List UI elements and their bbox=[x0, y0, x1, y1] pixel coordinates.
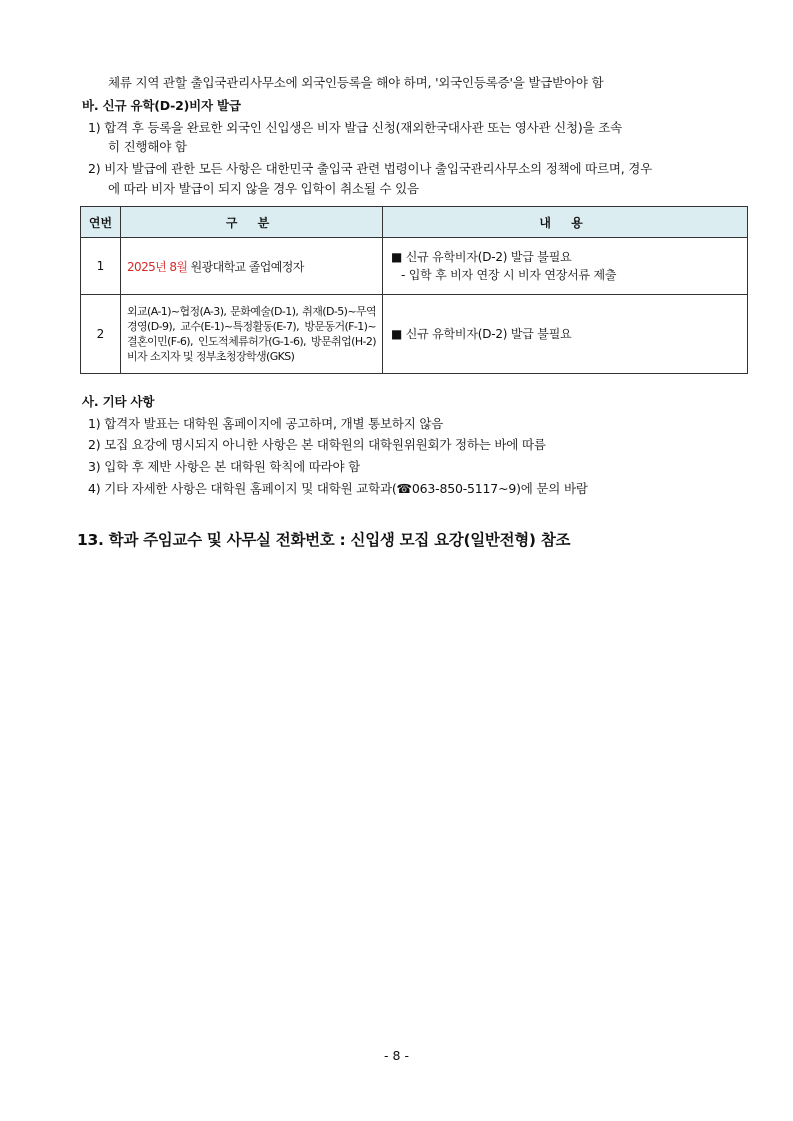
section-ba-item2-line1: 2) 비자 발급에 관한 모든 사항은 대한민국 출입국 관련 법령이나 출입국관리사무소의 정책에 따르며, 경우 bbox=[88, 161, 653, 176]
row1-content bbox=[383, 238, 748, 295]
section-ba-item1-line1: 1) 합격 후 등록을 완료한 외국인 신입생은 비자 발급 신청(재외한국대사관 또는 영사관 신청)을 조속 bbox=[88, 120, 622, 135]
row2-content: ■ 신규 유학비자(D-2) 발급 불필요 bbox=[383, 295, 748, 374]
table-row bbox=[81, 238, 748, 295]
row1-content-line2: - 입학 후 비자 연장 시 비자 연장서류 제출 bbox=[401, 268, 617, 282]
table-header-row bbox=[81, 207, 748, 238]
section-sa-item-2: 2) 모집 요강에 명시되지 아니한 사항은 본 대학원의 대학원위원회가 정하는 바에 따름 bbox=[88, 437, 546, 452]
section-ba-item2-line2: 에 따라 비자 발급이 되지 않을 경우 입학이 취소될 수 있음 bbox=[108, 181, 419, 196]
header-content: 내 용 bbox=[383, 207, 748, 238]
row1-category-rest: 원광대학교 졸업예정자 bbox=[187, 259, 304, 274]
header-no: 연번 bbox=[81, 207, 121, 238]
row2-no: 2 bbox=[81, 295, 121, 374]
intro-line: 체류 지역 관할 출입국관리사무소에 외국인등록을 해야 하며, '외국인등록증'을 발급받아야 함 bbox=[108, 75, 604, 90]
section-sa-item-3: 3) 입학 후 제반 사항은 본 대학원 학칙에 따라야 함 bbox=[88, 459, 361, 474]
row1-category bbox=[121, 238, 383, 295]
visa-table bbox=[80, 206, 748, 374]
section-ba-title: 바. 신규 유학(D-2)비자 발급 bbox=[82, 98, 241, 113]
section-13-heading: 13. 학과 주임교수 및 사무실 전화번호 : 신입생 모집 요강(일반전형) 참조 bbox=[77, 531, 571, 549]
header-category: 구 분 bbox=[121, 207, 383, 238]
section-sa-title: 사. 기타 사항 bbox=[82, 394, 155, 409]
row1-content-line1: ■ 신규 유학비자(D-2) 발급 불필요 bbox=[391, 250, 572, 264]
page-number: - 8 - bbox=[384, 1048, 409, 1063]
section-sa-item-1: 1) 합격자 발표는 대학원 홈페이지에 공고하며, 개별 통보하지 않음 bbox=[88, 416, 444, 431]
row1-category-date: 2025년 8월 bbox=[127, 259, 188, 274]
section-sa-item-4: 4) 기타 자세한 사항은 대학원 홈페이지 및 대학원 교학과(☎063-850-5117~9)에 문의 바람 bbox=[88, 481, 588, 496]
table-row bbox=[81, 295, 748, 374]
section-ba-item1-line2: 히 진행해야 함 bbox=[108, 139, 187, 154]
row1-no: 1 bbox=[81, 238, 121, 295]
row2-category: 외교(A-1)~협정(A-3), 문화예술(D-1), 취재(D-5)~무역경영(D-9), 교수(E-1)~특정활동(E-7), 방문동거(F-1)~결혼이민(F-6), 인도적체류허가(G-1-6), 방문취업(H-2) 비자 소지자 및 정부초청장학생(GKS) bbox=[121, 295, 383, 374]
